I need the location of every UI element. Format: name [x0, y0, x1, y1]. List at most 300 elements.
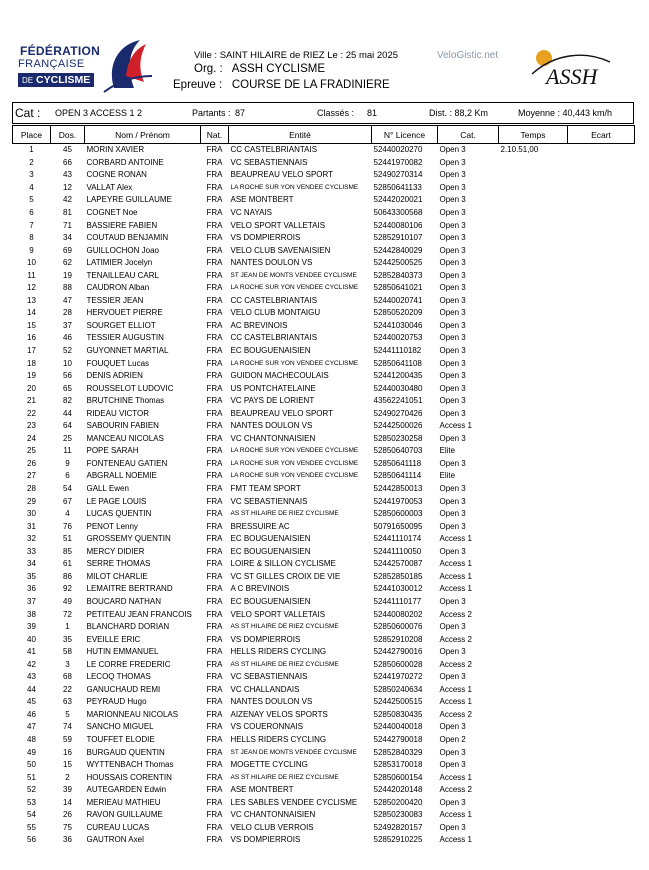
row-entite: BEAUPREAU VELO SPORT — [230, 170, 334, 180]
row-cat: Open 3 — [439, 822, 466, 832]
row-nat: FRA — [206, 559, 223, 569]
asvh-logo-graphic — [524, 40, 616, 90]
table-row — [13, 520, 635, 533]
row-entite: CC CASTELBRIANTAIS — [230, 333, 318, 343]
row-temps — [499, 470, 568, 483]
row-nat: FRA — [206, 659, 223, 669]
row-licence: 52442500026 — [373, 421, 423, 431]
row-dos: 26 — [63, 810, 72, 820]
row-ecart — [568, 257, 635, 270]
row-nat: FRA — [206, 546, 223, 556]
row-ecart — [568, 433, 635, 446]
row-entite: EC BOUGUENAISIEN — [230, 546, 311, 556]
row-entite: EC BOUGUENAISIEN — [230, 596, 311, 606]
row-entite: CC CASTELBRIANTAIS — [230, 145, 318, 155]
row-cat: Access 1 — [439, 772, 472, 782]
row-nat: FRA — [206, 295, 223, 305]
row-nat: FRA — [206, 509, 223, 519]
row-dos: 10 — [63, 358, 72, 368]
row-nat: FRA — [206, 195, 223, 205]
row-licence: 52850830435 — [373, 709, 423, 719]
ffc-logo-line2: FRANÇAISE — [18, 58, 85, 70]
row-nat: FRA — [206, 408, 223, 418]
row-dos: 4 — [65, 509, 70, 519]
row-nom: BOUCARD NATHAN — [86, 596, 162, 606]
row-cat: Open 3 — [439, 346, 466, 356]
row-licence: 52850640703 — [373, 446, 423, 456]
row-entite: CC CASTELBRIANTAIS — [230, 295, 318, 305]
table-row — [13, 182, 635, 195]
row-nat: FRA — [206, 145, 223, 155]
row-dos: 82 — [63, 396, 72, 406]
row-licence: 52441110050 — [373, 546, 422, 556]
ffc-logo-cyclisme: CYCLISME — [36, 74, 91, 86]
row-nat: FRA — [206, 747, 223, 757]
category-summary-bar — [12, 102, 634, 124]
row-cat: Open 3 — [439, 145, 466, 155]
row-entite: NANTES DOULON VS — [230, 258, 313, 268]
row-ecart — [568, 320, 635, 333]
row-nom: ROUSSELOT LUDOVIC — [86, 383, 174, 393]
row-place: 21 — [27, 396, 36, 406]
table-row — [13, 269, 635, 282]
classes-label: Classés : — [317, 108, 355, 118]
row-temps — [499, 433, 568, 446]
row-dos: 11 — [63, 446, 72, 456]
row-licence: 52852910208 — [373, 634, 423, 644]
row-temps — [499, 282, 568, 295]
row-ecart — [568, 483, 635, 496]
org-line — [194, 63, 325, 75]
table-row — [13, 295, 635, 308]
table-row — [13, 495, 635, 508]
row-entite: AC BREVINOIS — [230, 320, 288, 330]
col-cat: Cat. — [438, 126, 499, 144]
epreuve-label: Epreuve : — [173, 79, 223, 91]
row-cat: Open 3 — [439, 220, 466, 230]
table-row — [13, 332, 635, 345]
row-cat: Open 3 — [439, 521, 466, 531]
row-cat: Access 1 — [439, 421, 472, 431]
row-nat: FRA — [206, 220, 223, 230]
row-licence: 52850600076 — [373, 622, 423, 632]
row-entite: LA ROCHE SUR YON VENDEE CYCLISME — [230, 284, 359, 292]
row-entite: VC PAYS DE LORIENT — [230, 396, 315, 406]
row-cat: Access 2 — [439, 609, 472, 619]
row-ecart — [568, 407, 635, 420]
row-licence: 52852910107 — [373, 233, 423, 243]
table-row — [13, 809, 635, 822]
row-nat: FRA — [206, 634, 223, 644]
ville-line — [194, 50, 398, 61]
row-nat: FRA — [206, 684, 223, 694]
row-ecart — [568, 470, 635, 483]
row-licence: 52850641133 — [373, 182, 422, 192]
row-ecart — [568, 345, 635, 358]
row-licence: 52490270314 — [373, 170, 423, 180]
row-licence: 52850230258 — [373, 433, 423, 443]
row-place: 9 — [29, 245, 34, 255]
row-licence: 52440080106 — [373, 220, 423, 230]
row-place: 10 — [27, 258, 36, 268]
row-nat: FRA — [206, 734, 223, 744]
table-row — [13, 646, 635, 659]
row-dos: 44 — [63, 408, 72, 418]
row-licence: 52492820157 — [373, 822, 423, 832]
row-nom: HERVOUET PIERRE — [86, 308, 163, 318]
row-nom: TESSIER JEAN — [86, 295, 144, 305]
row-cat: Access 2 — [439, 634, 472, 644]
row-temps — [499, 558, 568, 571]
row-dos: 54 — [63, 484, 72, 494]
row-licence: 52440030480 — [373, 383, 423, 393]
row-ecart — [568, 357, 635, 370]
row-place: 36 — [27, 584, 36, 594]
partants-label: Partants : — [192, 108, 231, 118]
row-licence: 52441110182 — [373, 346, 422, 356]
table-row — [13, 822, 635, 835]
row-cat: Access 1 — [439, 684, 472, 694]
row-entite: LA ROCHE SUR YON VENDEE CYCLISME — [230, 447, 359, 455]
row-ecart — [568, 269, 635, 282]
row-place: 31 — [27, 521, 36, 531]
row-nom: EVEILLE ERIC — [86, 634, 141, 644]
row-nom: LATIMIER Jocelyn — [86, 258, 153, 268]
table-row — [13, 445, 635, 458]
row-ecart — [568, 395, 635, 408]
row-nat: FRA — [206, 346, 223, 356]
ville-value: SAINT HILAIRE de RIEZ — [219, 50, 325, 61]
row-cat: Open 3 — [439, 760, 466, 770]
row-licence: 52441030046 — [373, 320, 423, 330]
row-ecart — [568, 796, 635, 809]
row-licence: 52442500515 — [373, 697, 423, 707]
row-place: 54 — [27, 810, 36, 820]
row-nom: GANUCHAUD REMI — [86, 684, 161, 694]
row-place: 28 — [27, 484, 36, 494]
row-nat: FRA — [206, 785, 223, 795]
row-nat: FRA — [206, 170, 223, 180]
row-ecart — [568, 508, 635, 521]
row-entite: VC NAYAIS — [230, 208, 272, 217]
row-cat: Open 3 — [439, 283, 466, 293]
table-row — [13, 370, 635, 383]
row-place: 23 — [27, 421, 36, 431]
row-ecart — [568, 420, 635, 433]
row-cat: Open 3 — [439, 496, 466, 506]
row-nat: FRA — [206, 521, 223, 531]
row-cat: Open 3 — [439, 747, 466, 757]
row-licence: 52442020148 — [373, 785, 423, 795]
table-row — [13, 169, 635, 182]
row-place: 53 — [27, 797, 36, 807]
row-nom: BURGAUD QUENTIN — [86, 747, 165, 757]
row-ecart — [568, 169, 635, 182]
row-ecart — [568, 295, 635, 308]
row-licence: 52442850013 — [373, 484, 423, 494]
row-ecart — [568, 646, 635, 659]
row-entite: HELLS RIDERS CYCLING — [230, 734, 327, 744]
row-nom: PEYRAUD Hugo — [86, 697, 147, 707]
row-temps — [499, 182, 568, 195]
table-row — [13, 219, 635, 232]
row-place: 30 — [27, 509, 36, 519]
row-place: 45 — [27, 697, 36, 707]
row-temps — [499, 784, 568, 797]
row-cat: Open 3 — [439, 333, 466, 343]
row-cat: Open 3 — [439, 458, 466, 468]
classes-value: 81 — [367, 108, 378, 118]
ffc-swoosh-icon — [100, 36, 154, 94]
table-row — [13, 357, 635, 370]
row-temps — [499, 295, 568, 308]
row-entite: ST JEAN DE MONTS VENDEE CYCLISME — [230, 271, 357, 279]
row-entite: VELO CLUB MONTAIGU — [230, 308, 321, 318]
row-cat: Open 3 — [439, 371, 466, 381]
row-entite: BRESSUIRE AC — [230, 521, 290, 531]
row-licence: 50643300568 — [373, 208, 423, 217]
row-place: 12 — [27, 283, 36, 293]
table-row — [13, 596, 635, 609]
row-place: 46 — [27, 709, 36, 719]
row-cat: Open 3 — [439, 408, 466, 418]
row-licence: 52850240634 — [373, 684, 423, 694]
row-nom: COUTAUD BENJAMIN — [86, 233, 169, 243]
row-licence: 52440040018 — [373, 722, 423, 732]
row-ecart — [568, 445, 635, 458]
row-entite: VC SEBASTIENNAIS — [230, 496, 308, 506]
row-nat: FRA — [206, 283, 223, 293]
row-licence: 52850600028 — [373, 659, 423, 669]
row-temps — [499, 709, 568, 722]
row-nat: FRA — [206, 772, 223, 782]
row-place: 22 — [27, 408, 36, 418]
col-place: Place — [13, 126, 51, 144]
row-dos: 22 — [63, 684, 72, 694]
row-place: 6 — [29, 208, 34, 217]
org-value: ASSH CYCLISME — [231, 63, 326, 75]
row-nat: FRA — [206, 647, 223, 657]
row-nom: SANCHO MIGUEL — [86, 722, 154, 732]
row-licence: 52850641118 — [373, 458, 422, 468]
row-nom: PENOT Lenny — [86, 521, 138, 531]
row-licence: 52441110177 — [373, 596, 422, 606]
row-nom: RAVON GUILLAUME — [86, 810, 163, 820]
row-temps: 2.10.51,00 — [500, 145, 539, 155]
row-ecart — [568, 571, 635, 584]
row-nat: FRA — [206, 208, 223, 217]
row-nat: FRA — [206, 458, 223, 468]
row-temps — [499, 495, 568, 508]
row-nat: FRA — [206, 333, 223, 343]
row-entite: A C BREVINOIS — [230, 584, 290, 594]
row-cat: Access 1 — [439, 559, 472, 569]
row-ecart — [568, 746, 635, 759]
table-row — [13, 546, 635, 559]
row-licence: 52442020021 — [373, 195, 423, 205]
row-nom: FONTENEAU GATIEN — [86, 458, 168, 468]
row-ecart — [568, 495, 635, 508]
row-nom: TOUFFET ELODIE — [86, 734, 155, 744]
row-cat: Open 3 — [439, 596, 466, 606]
row-licence: 43562241051 — [373, 396, 423, 406]
row-licence: 52442840029 — [373, 245, 423, 255]
row-ecart — [568, 633, 635, 646]
row-nat: FRA — [206, 258, 223, 268]
table-row — [13, 257, 635, 270]
row-dos: 36 — [63, 835, 72, 845]
row-cat: Open 3 — [439, 233, 466, 243]
row-cat: Access 2 — [439, 659, 472, 669]
row-temps — [499, 244, 568, 257]
table-row — [13, 420, 635, 433]
row-place: 39 — [27, 622, 36, 632]
row-nom: DENIS ADRIEN — [86, 371, 143, 381]
row-place: 48 — [27, 734, 36, 744]
row-entite: VS DOMPIERROIS — [230, 835, 301, 845]
row-ecart — [568, 721, 635, 734]
row-cat: Open 3 — [439, 182, 466, 192]
row-cat: Open 3 — [439, 195, 466, 205]
row-ecart — [568, 546, 635, 559]
row-nom: SOURGET ELLIOT — [86, 320, 156, 330]
row-temps — [499, 533, 568, 546]
row-temps — [499, 370, 568, 383]
row-dos: 15 — [63, 760, 72, 770]
table-row — [13, 194, 635, 207]
epreuve-line — [173, 79, 390, 91]
row-entite: VELO CLUB VERROIS — [230, 822, 314, 832]
table-row — [13, 320, 635, 333]
row-ecart — [568, 232, 635, 245]
row-licence: 52440020753 — [373, 333, 423, 343]
row-dos: 64 — [63, 421, 72, 431]
row-dos: 2 — [65, 772, 70, 782]
row-temps — [499, 759, 568, 772]
row-cat: Open 3 — [439, 546, 466, 556]
row-entite: MOGETTE CYCLING — [230, 760, 308, 770]
row-ecart — [568, 533, 635, 546]
row-entite: FMT TEAM SPORT — [230, 484, 301, 494]
row-temps — [499, 658, 568, 671]
row-place: 44 — [27, 684, 36, 694]
cat-value: OPEN 3 ACCESS 1 2 — [55, 108, 143, 118]
row-cat: Elite — [439, 471, 456, 481]
row-licence: 52441970053 — [373, 496, 423, 506]
row-place: 11 — [27, 270, 36, 280]
partants-value: 87 — [235, 108, 246, 118]
row-nom: POPE SARAH — [86, 446, 139, 456]
row-dos: 19 — [63, 270, 72, 280]
row-dos: 45 — [63, 145, 72, 155]
row-entite: AIZENAY VELOS SPORTS — [230, 709, 328, 719]
table-row — [13, 784, 635, 797]
row-entite: LOIRE & SILLON CYCLISME — [230, 559, 336, 569]
row-ecart — [568, 520, 635, 533]
row-nat: FRA — [206, 609, 223, 619]
row-dos: 43 — [63, 170, 72, 180]
row-dos: 68 — [63, 672, 72, 682]
row-temps — [499, 746, 568, 759]
row-nom: MANCEAU NICOLAS — [86, 433, 164, 443]
row-licence: 52850520209 — [373, 308, 423, 318]
row-ecart — [568, 144, 635, 157]
row-entite: VS DOMPIERROIS — [230, 233, 301, 243]
row-nat: FRA — [206, 797, 223, 807]
row-place: 5 — [29, 195, 34, 205]
table-row — [13, 709, 635, 722]
table-row — [13, 684, 635, 697]
row-dos: 25 — [63, 433, 72, 443]
row-cat: Open 3 — [439, 672, 466, 682]
asvh-logo-text: ASSH — [546, 64, 598, 89]
row-dos: 61 — [63, 559, 72, 569]
row-ecart — [568, 458, 635, 471]
row-dos: 9 — [65, 458, 70, 468]
row-temps — [499, 771, 568, 784]
results-body — [13, 144, 635, 847]
row-entite: VELO CLUB SAVENAISIEN — [230, 245, 331, 255]
row-cat: Open 3 — [439, 295, 466, 305]
row-licence: 52850641108 — [373, 358, 422, 368]
row-nom: LE CORRE FREDERIC — [86, 659, 171, 669]
table-row — [13, 508, 635, 521]
row-temps — [499, 420, 568, 433]
row-temps — [499, 834, 568, 847]
row-temps — [499, 508, 568, 521]
row-temps — [499, 407, 568, 420]
row-nat: FRA — [206, 709, 223, 719]
row-entite: NANTES DOULON VS — [230, 421, 313, 431]
table-row — [13, 671, 635, 684]
row-ecart — [568, 671, 635, 684]
row-dos: 49 — [63, 596, 72, 606]
table-row — [13, 395, 635, 408]
row-dos: 66 — [63, 157, 72, 167]
row-cat: Access 1 — [439, 571, 472, 581]
ffc-logo-line3 — [18, 73, 94, 87]
row-nom: VALLAT Alex — [86, 182, 133, 192]
row-nom: COGNET Noe — [86, 208, 138, 217]
row-ecart — [568, 382, 635, 395]
row-licence: 52850600154 — [373, 772, 423, 782]
row-licence: 52850641114 — [373, 471, 422, 481]
row-temps — [499, 684, 568, 697]
row-entite: NANTES DOULON VS — [230, 697, 313, 707]
row-nat: FRA — [206, 245, 223, 255]
row-cat: Open 3 — [439, 308, 466, 318]
row-nat: FRA — [206, 433, 223, 443]
row-nat: FRA — [206, 760, 223, 770]
row-temps — [499, 445, 568, 458]
row-dos: 52 — [63, 346, 72, 356]
row-dos: 35 — [63, 634, 72, 644]
row-place: 50 — [27, 760, 36, 770]
row-temps — [499, 169, 568, 182]
table-row — [13, 571, 635, 584]
table-row — [13, 771, 635, 784]
date-value: 25 mai 2025 — [345, 50, 399, 61]
row-place: 42 — [27, 659, 36, 669]
row-nom: HUTIN EMMANUEL — [86, 647, 159, 657]
row-place: 4 — [29, 182, 34, 192]
col-temps: Temps — [499, 126, 568, 144]
row-cat: Access 2 — [439, 785, 472, 795]
row-licence: 52442790018 — [373, 734, 423, 744]
row-licence: 52441030012 — [373, 584, 423, 594]
row-temps — [499, 232, 568, 245]
row-place: 1 — [29, 145, 34, 155]
